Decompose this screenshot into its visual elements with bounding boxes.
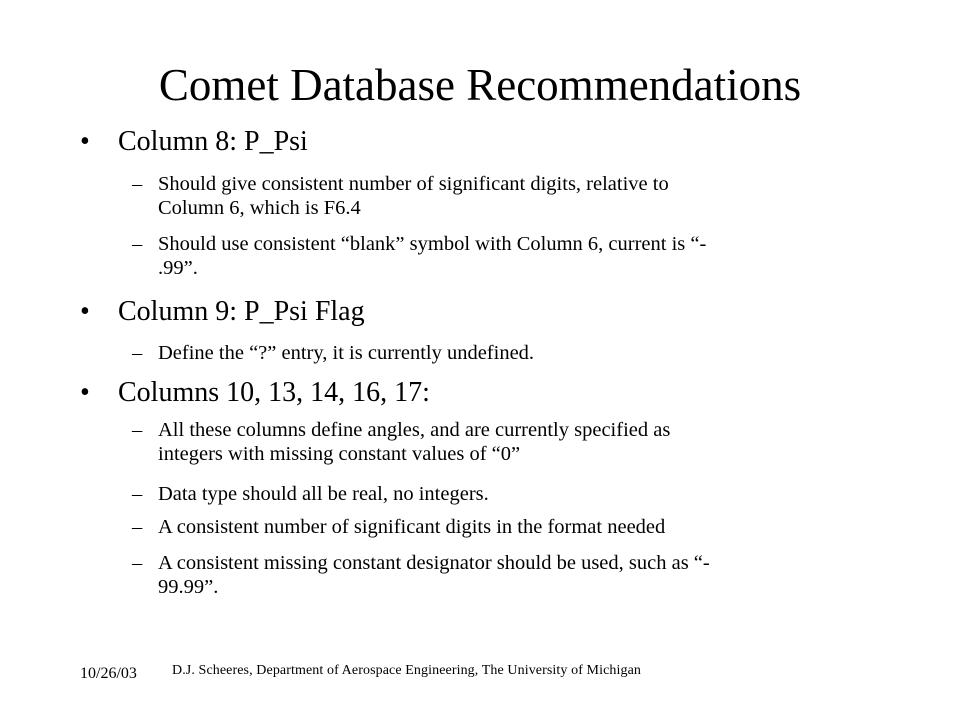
- sub-bullet-item: [132, 172, 888, 220]
- bullet-text: Column 8: P_Psi: [118, 126, 308, 157]
- sub-bullet-line: Column 6, which is F6.4: [158, 197, 361, 219]
- dash-icon: –: [132, 516, 143, 538]
- footer-date: 10/26/03: [80, 665, 137, 682]
- sub-bullet-line: integers with missing constant values of “0”: [158, 443, 521, 465]
- sub-bullet-item: [132, 341, 888, 365]
- sub-bullet-line: Should give consistent number of significant digits, relative to: [158, 173, 669, 195]
- sub-bullet-line: Should use consistent “blank” symbol with Column 6, current is “-: [158, 233, 707, 255]
- sub-bullet-line: .99”.: [158, 257, 198, 279]
- sub-bullet-item: [132, 551, 888, 599]
- bullet-icon: •: [80, 126, 90, 157]
- bullet-item: [80, 377, 918, 409]
- sub-bullet-line: A consistent number of significant digits in the format needed: [158, 516, 666, 538]
- dash-icon: –: [132, 173, 143, 195]
- sub-bullet-item: [132, 515, 888, 539]
- bullet-icon: •: [80, 377, 90, 408]
- sub-bullet-item: [132, 418, 888, 466]
- bullet-item: [80, 296, 918, 328]
- bullet-icon: •: [80, 296, 90, 327]
- sub-bullet-item: [132, 232, 888, 280]
- bullet-text: Column 9: P_Psi Flag: [118, 296, 365, 327]
- dash-icon: –: [132, 233, 143, 255]
- dash-icon: –: [132, 483, 143, 505]
- slide-title: Comet Database Recommendations: [158, 60, 802, 110]
- sub-bullet-line: A consistent missing constant designator should be used, such as “-: [158, 552, 710, 574]
- sub-bullet-line: Data type should all be real, no integers.: [158, 483, 489, 505]
- sub-bullet-item: [132, 482, 888, 506]
- footer-credit: D.J. Scheeres, Department of Aerospace Engineering, The University of Michigan: [172, 663, 642, 678]
- dash-icon: –: [132, 419, 143, 441]
- bullet-item: [80, 126, 918, 158]
- bullet-text: Columns 10, 13, 14, 16, 17:: [118, 377, 430, 408]
- dash-icon: –: [132, 342, 143, 364]
- dash-icon: –: [132, 552, 143, 574]
- sub-bullet-line: 99.99”.: [158, 576, 219, 598]
- sub-bullet-line: Define the “?” entry, it is currently undefined.: [158, 342, 535, 364]
- sub-bullet-line: All these columns define angles, and are currently specified as: [158, 419, 671, 441]
